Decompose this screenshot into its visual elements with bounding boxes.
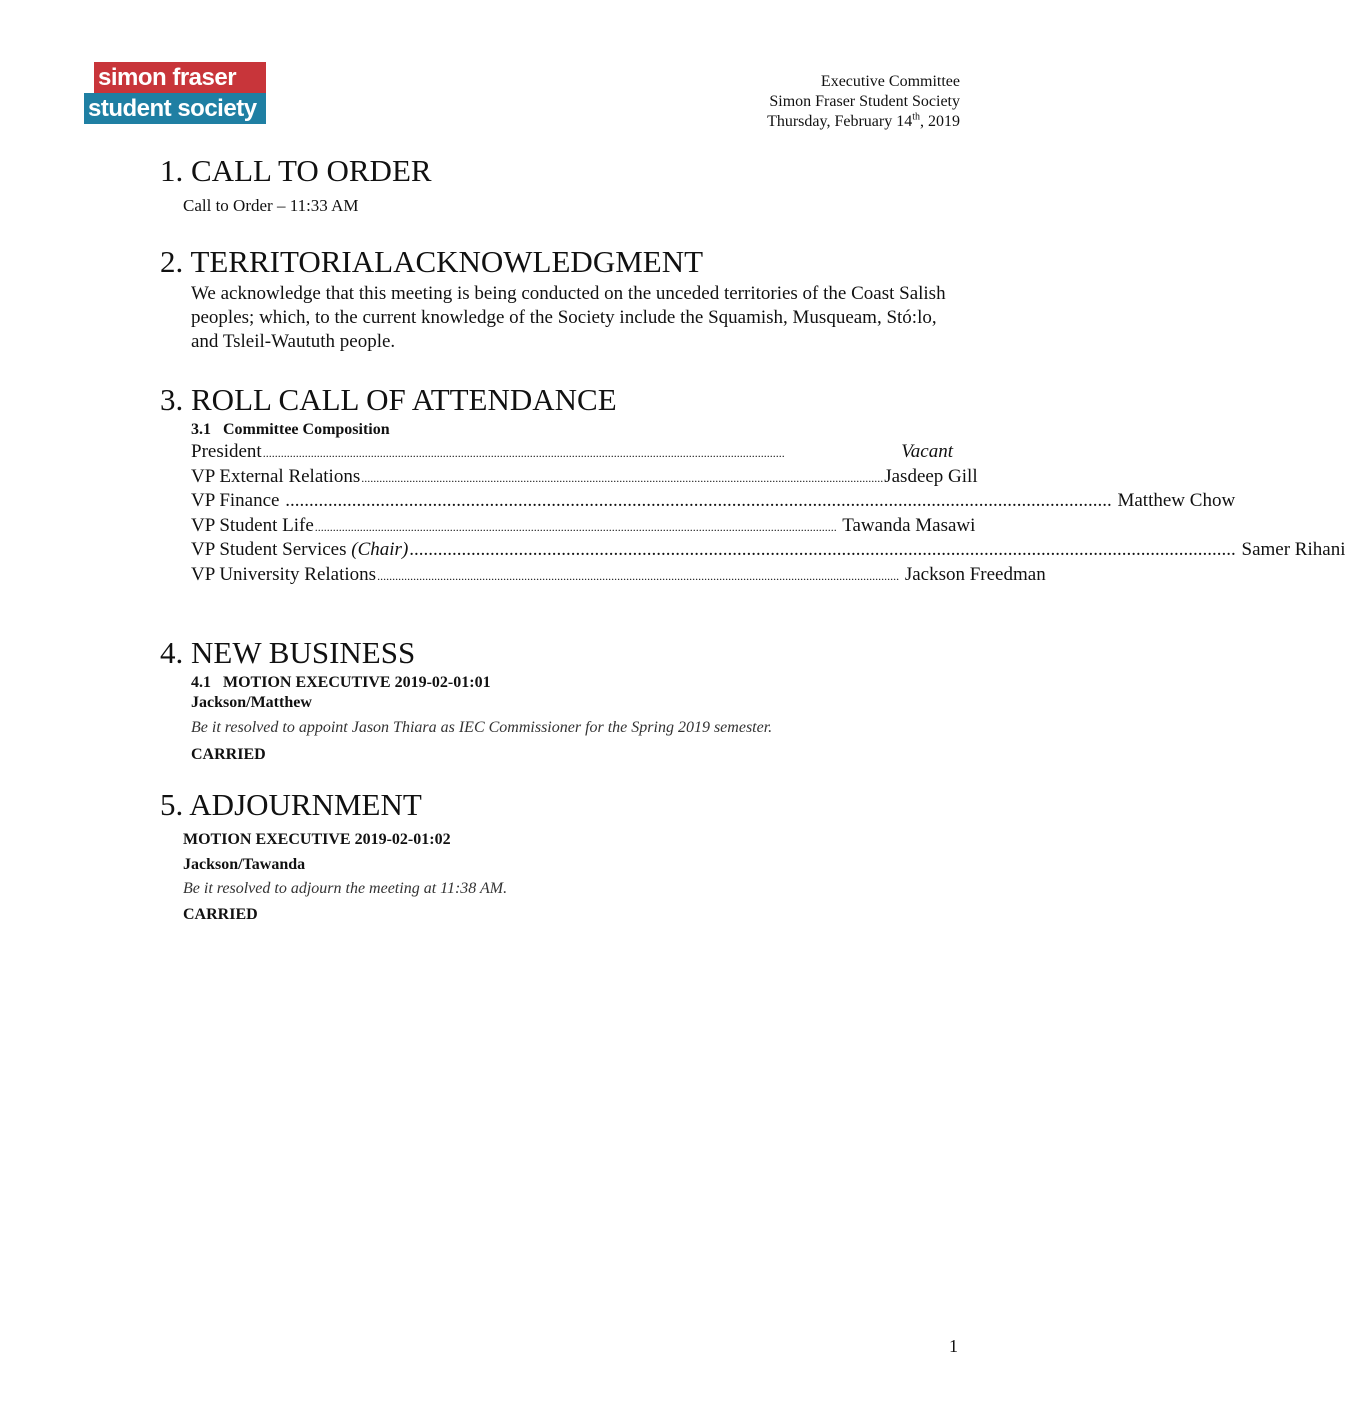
section-4-title: 4. NEW BUSINESS xyxy=(160,635,416,670)
leader-dots: .............................................................................................................................................................................. xyxy=(361,470,884,485)
motion-result-adjourn: CARRIED xyxy=(183,906,258,923)
logo-line-1: simon fraser xyxy=(94,62,266,93)
page-number: 1 xyxy=(949,1336,958,1356)
roster-role: VP Student Life xyxy=(191,514,314,536)
committee-composition-heading: 3.1 Committee Composition xyxy=(191,421,390,438)
roster-role: President xyxy=(191,441,262,462)
motion-resolution-adjourn: Be it resolved to adjourn the meeting at 11:38 AM. xyxy=(183,880,508,897)
roster-role: VP Student Services (Chair) xyxy=(191,539,409,561)
section-1-title: 1. CALL TO ORDER xyxy=(160,153,432,188)
roster-row-vp-student-life xyxy=(191,514,976,539)
leader-dots: .............................................................................................................................................................................. xyxy=(377,568,900,583)
section-5-title: 5. ADJOURNMENT xyxy=(160,787,422,822)
leader-dots: .............................................................................................................................................................................. xyxy=(409,539,1236,561)
roster-role: VP Finance xyxy=(191,490,285,512)
roster-name: Jasdeep Gill xyxy=(884,465,978,487)
roster-name: Vacant xyxy=(901,441,953,462)
motion-heading-adjourn: MOTION EXECUTIVE 2019-02-01:02 xyxy=(183,831,451,848)
roster-name: Jackson Freedman xyxy=(900,563,1046,585)
sfss-logo xyxy=(84,62,266,124)
roster-name: Samer Rihani xyxy=(1236,539,1345,561)
leader-dots: .............................................................................................................................................................................. xyxy=(262,446,785,460)
roster-role: VP External Relations xyxy=(191,465,361,487)
header-committee: Executive Committee xyxy=(820,73,960,90)
chair-note: (Chair) xyxy=(351,539,409,561)
roster-row-vp-student-services xyxy=(191,538,1345,563)
header-society: Simon Fraser Student Society xyxy=(769,93,960,110)
document-header xyxy=(767,72,960,132)
motion-movers-4-1: Jackson/Matthew xyxy=(191,694,312,711)
roster-row-vp-finance xyxy=(191,489,1236,514)
motion-movers-adjourn: Jackson/Tawanda xyxy=(183,856,306,873)
roster-row-president xyxy=(191,440,953,465)
roster-list xyxy=(191,440,1345,588)
leader-dots: .............................................................................................................................................................................. xyxy=(314,519,837,534)
logo-line-2: student society xyxy=(84,93,266,124)
roster-name: Tawanda Masawi xyxy=(837,514,976,536)
section-3-title: 3. ROLL CALL OF ATTENDANCE xyxy=(160,382,617,417)
roster-role: VP University Relations xyxy=(191,563,377,585)
roster-row-vp-external xyxy=(191,465,978,490)
section-2-title: 2. TERRITORIALACKNOWLEDGMENT xyxy=(160,244,704,279)
motion-result-4-1: CARRIED xyxy=(191,746,266,763)
call-to-order-time: Call to Order – 11:33 AM xyxy=(183,196,359,215)
roster-name: Matthew Chow xyxy=(1112,490,1236,512)
leader-dots: .............................................................................................................................................................................. xyxy=(285,490,1112,512)
roster-row-vp-university-relations xyxy=(191,563,1046,588)
header-date: Thursday, February 14th, 2019 xyxy=(767,111,960,130)
territorial-acknowledgment-text: We acknowledge that this meeting is being conducted on the unceded territories of the Coast Salish peoples; which, to the current knowledge of the Society include the Squamish, Musqueam, Stó:lo, and Tsleil-Waututh people. xyxy=(191,283,946,352)
motion-resolution-4-1: Be it resolved to appoint Jason Thiara as IEC Commissioner for the Spring 2019 semester. xyxy=(191,719,773,736)
motion-heading-4-1: 4.1 MOTION EXECUTIVE 2019-02-01:01 xyxy=(191,674,491,691)
